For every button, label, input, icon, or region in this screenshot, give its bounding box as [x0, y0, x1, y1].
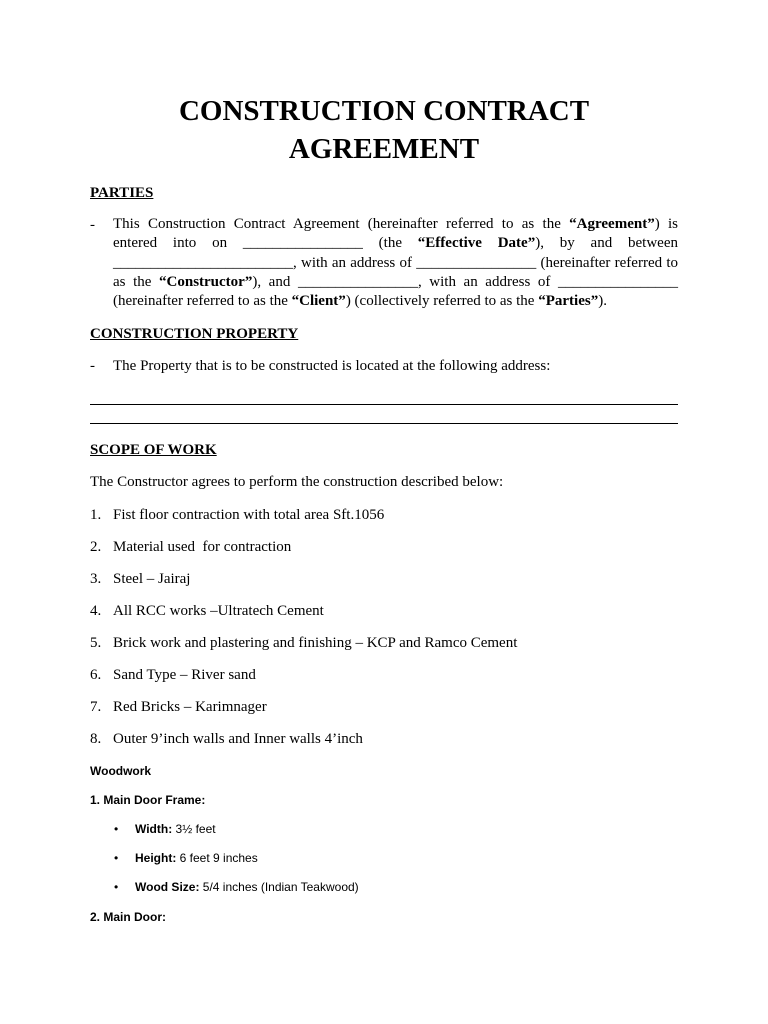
title-line-1: CONSTRUCTION CONTRACT: [178, 95, 590, 127]
parties-text-4: ), and ________________, with an address of ________________ (hereinafter referred to as the: [113, 273, 678, 310]
main-door-heading: 2. Main Door:: [90, 910, 167, 924]
bullet-label: Width:: [135, 822, 173, 836]
bullet-value: 3½ feet: [172, 822, 216, 836]
scope-intro: The Constructor agrees to perform the construction described below:: [90, 474, 504, 490]
bullet-value: 6 feet 9 inches: [176, 851, 258, 865]
term-effective-date: “Effective Date”: [417, 235, 536, 252]
scope-item-text: Sand Type – River sand: [113, 667, 256, 683]
scope-item-number: 8.: [90, 731, 102, 747]
scope-item-text: Material used for contraction: [113, 539, 292, 555]
bullet-value: 5/4 inches (Indian Teakwood): [199, 880, 359, 894]
parties-paragraph: [113, 215, 678, 311]
document-title: [90, 92, 678, 168]
parties-text-3: ), by and between ________________________, with an address of ________________ (hereinafter referred to as the: [113, 235, 678, 290]
parties-text-2: ) is entered into on ________________ (the: [113, 216, 678, 252]
bullet-icon: •: [114, 880, 119, 894]
parties-text-6: ).: [598, 293, 607, 310]
scope-item-number: 7.: [90, 699, 102, 715]
term-client: “Client”: [291, 293, 346, 310]
scope-item-text: Brick work and plastering and finishing – KCP and Ramco Cement: [113, 635, 518, 651]
address-line-1: [90, 404, 678, 405]
scope-item-number: 6.: [90, 667, 102, 683]
scope-item-text: Fist floor contraction with total area Sft.1056: [113, 507, 385, 523]
bullet-label: Height:: [135, 851, 177, 865]
scope-item-number: 5.: [90, 635, 102, 651]
woodwork-heading: Woodwork: [90, 764, 152, 778]
scope-item-text: Steel – Jairaj: [113, 571, 191, 587]
bullet-icon: •: [114, 822, 119, 836]
term-agreement: “Agreement”: [569, 216, 655, 232]
scope-item-text: All RCC works –Ultratech Cement: [113, 603, 324, 619]
bullet-icon: •: [114, 851, 119, 865]
bullet-item-width: [135, 822, 216, 837]
scope-item-number: 4.: [90, 603, 102, 619]
scope-heading: SCOPE OF WORK: [90, 442, 217, 458]
parties-text-5: ) (collectively referred to as the: [345, 293, 539, 310]
scope-item-number: 3.: [90, 571, 102, 587]
bullet-item-wood-size: [135, 880, 359, 895]
parties-text-1: This Construction Contract Agreement (hereinafter referred to as the: [113, 216, 570, 232]
title-line-2: AGREEMENT: [288, 133, 480, 165]
scope-item-text: Red Bricks – Karimnager: [113, 699, 267, 715]
parties-heading: PARTIES: [90, 185, 154, 201]
address-line-2: [90, 423, 678, 424]
scope-item-number: 1.: [90, 507, 102, 523]
bullet-item-height: [135, 851, 258, 866]
parties-dash: -: [90, 217, 95, 233]
bullet-label: Wood Size:: [135, 880, 200, 894]
term-parties: “Parties”: [538, 293, 599, 310]
property-dash: -: [90, 358, 95, 374]
scope-item-number: 2.: [90, 539, 102, 555]
scope-item-text: Outer 9’inch walls and Inner walls 4’inch: [113, 731, 363, 747]
property-heading: CONSTRUCTION PROPERTY: [90, 326, 299, 342]
main-door-frame-heading: 1. Main Door Frame:: [90, 793, 206, 807]
property-text: The Property that is to be constructed is located at the following address:: [113, 358, 551, 374]
term-constructor: “Constructor”: [159, 273, 253, 290]
